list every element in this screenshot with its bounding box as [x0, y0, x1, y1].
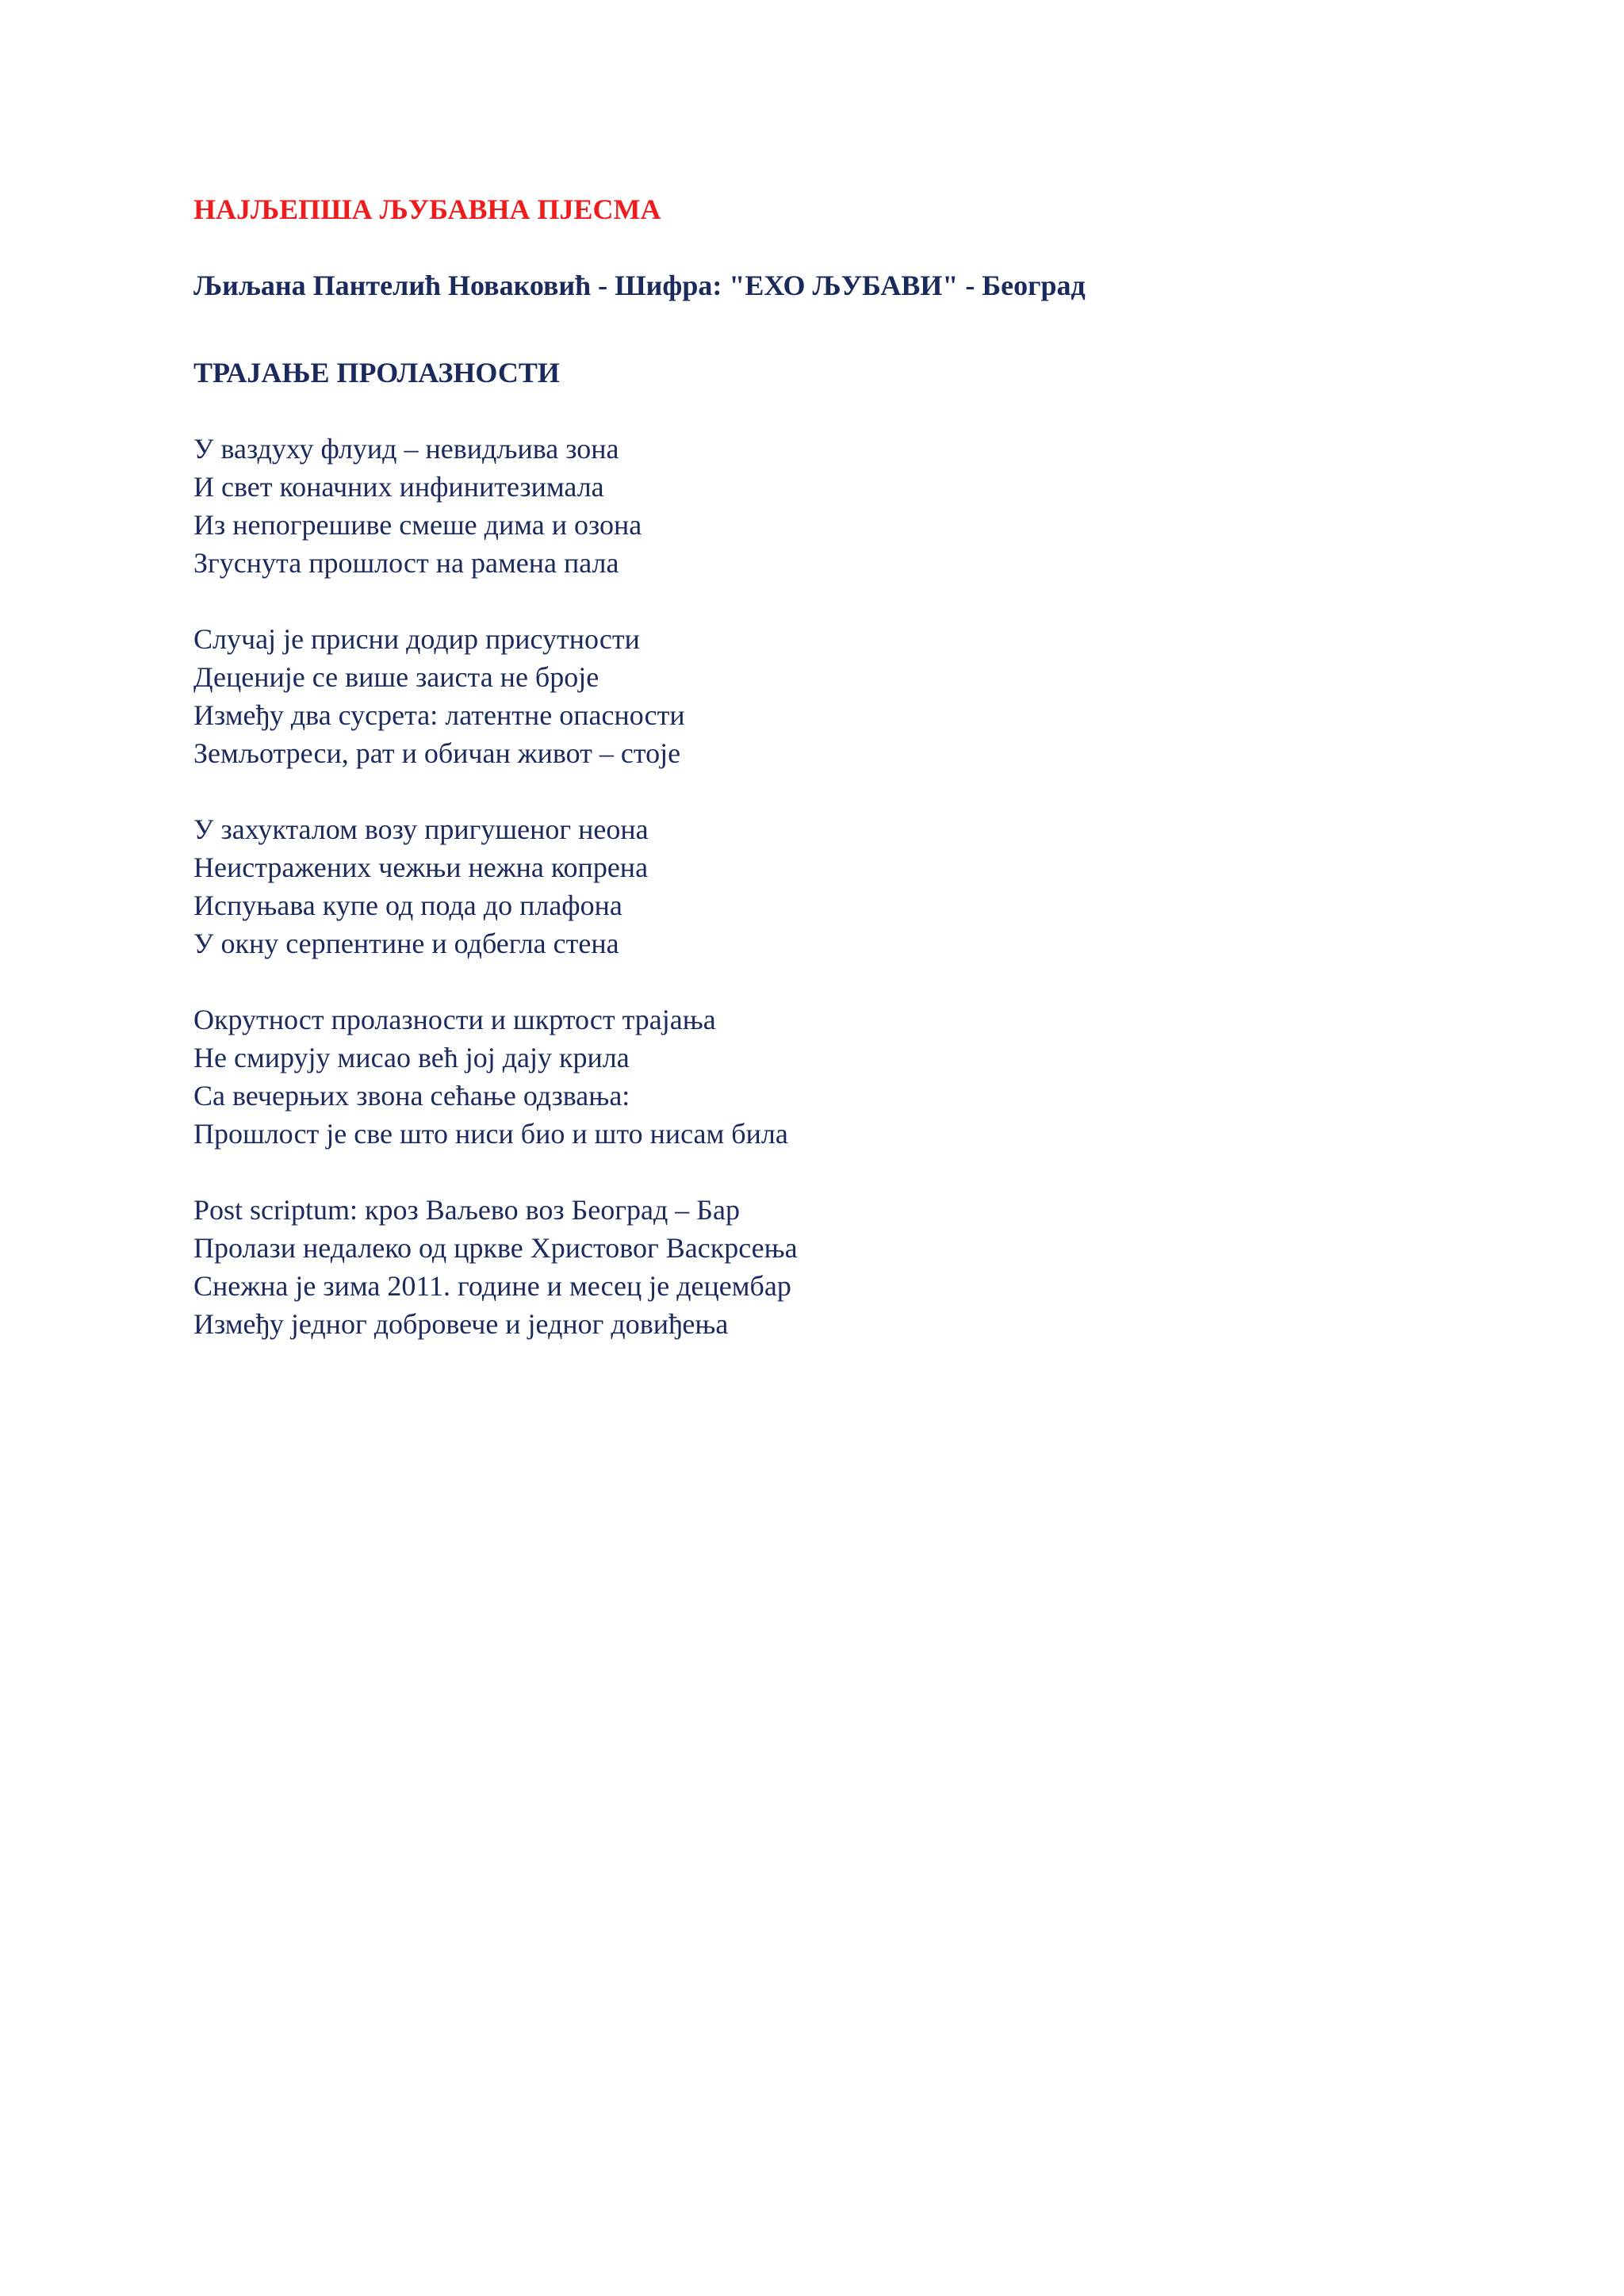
poem-line: У окну серпентине и одбегла стена — [193, 928, 619, 959]
poem-line: Згуснута прошлост на рамена пала — [193, 547, 619, 579]
stanza-4 — [193, 1001, 1557, 1153]
poem-line: Из непогрешиве смеше дима и озона — [193, 509, 642, 541]
poem-line: Испуњава купе од пода до плафона — [193, 890, 622, 921]
contest-title: НАЈЉЕПША ЉУБАВНА ПЈЕСМА — [193, 193, 661, 225]
poem-line: И свет коначних инфинитезимала — [193, 471, 604, 503]
stanza-1 — [193, 430, 1557, 582]
author-line: Љиљана Пантелић Новаковић - Шифра: "ЕХО ЉУБАВИ" - Београд — [193, 270, 1086, 301]
stanza-2 — [193, 620, 1557, 772]
poem-line: Прошлост је све што ниси био и што нисам била — [193, 1118, 788, 1150]
poem-line: Између два сусрета: латентне опасности — [193, 699, 685, 731]
poem-line: У ваздуху флуид – невидљива зона — [193, 433, 619, 465]
poem-line: Неистражених чежњи нежна копрена — [193, 851, 649, 883]
poem-line: У захукталом возу пригушеног неона — [193, 813, 649, 845]
poem-line: Окрутност пролазности и шкртост трајања — [193, 1004, 716, 1035]
document-content — [193, 190, 1557, 1381]
poem-line: Деценије се више заиста не броје — [193, 661, 599, 693]
poem-line: Случај је присни додир присутности — [193, 623, 640, 655]
poem-line: Post scriptum: кроз Ваљево воз Београд – Бар — [193, 1194, 740, 1226]
poem-line: Између једног добровече и једног довиђења — [193, 1308, 729, 1340]
poem-line: Пролази недалеко од цркве Христовог Васкрсења — [193, 1232, 798, 1264]
poem-line: Не смирују мисао већ јој дају крила — [193, 1042, 630, 1073]
poem-line: Снежна је зима 2011. године и месец је децембар — [193, 1270, 791, 1302]
poem-title: ТРАЈАЊЕ ПРОЛАЗНОСТИ — [193, 357, 560, 388]
stanza-5 — [193, 1191, 1557, 1343]
poem-line: Земљотреси, рат и обичан живот – стоје — [193, 737, 681, 769]
stanza-3 — [193, 810, 1557, 962]
poem-line: Са вечерњих звона сећање одзвања: — [193, 1080, 630, 1112]
poem-body — [193, 430, 1557, 1343]
